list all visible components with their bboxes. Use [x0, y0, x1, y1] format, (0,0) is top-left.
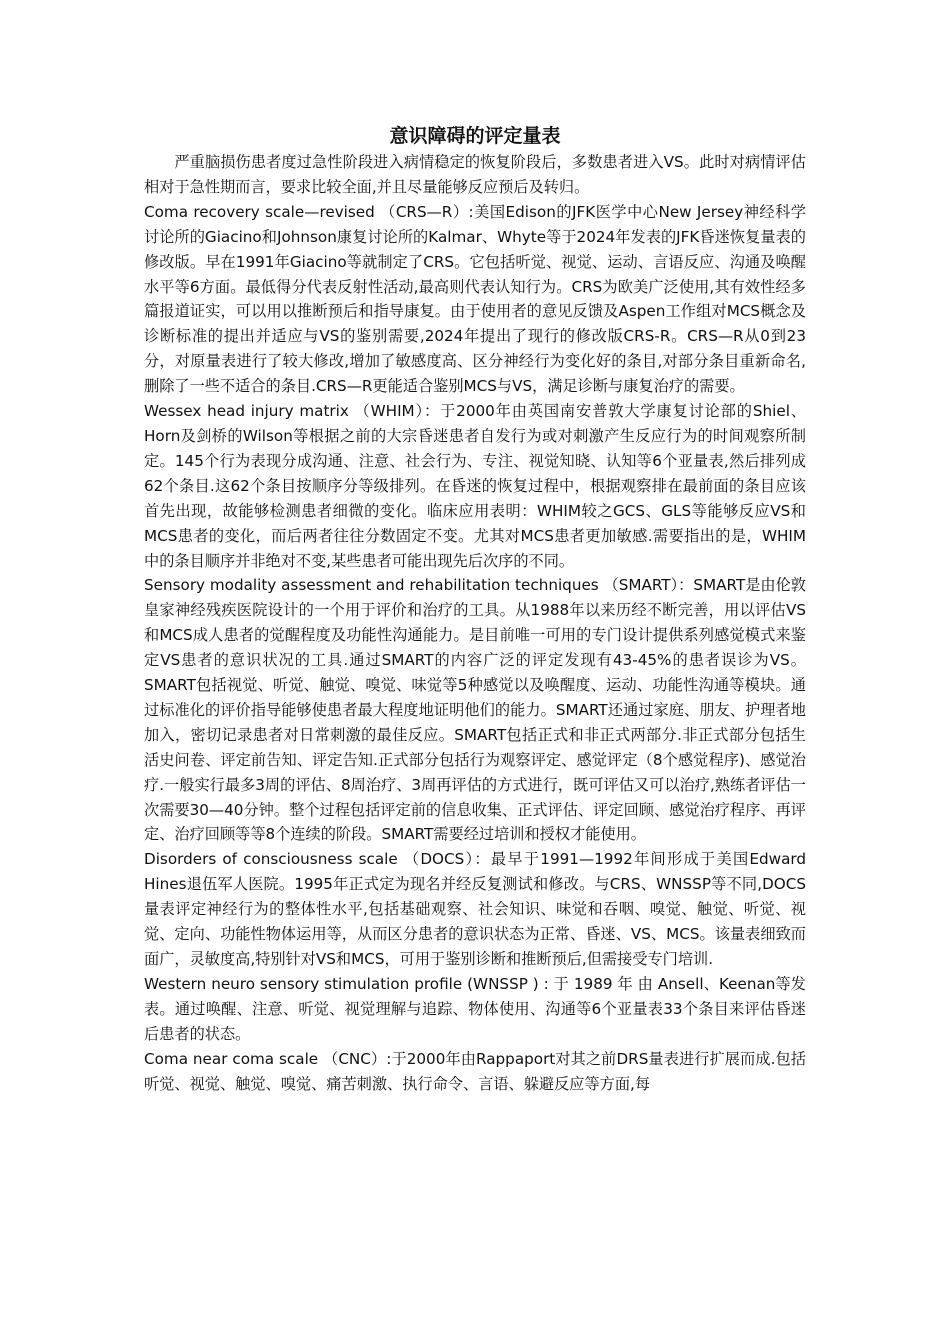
- document-title: 意识障碍的评定量表: [389, 125, 561, 147]
- cnc-paragraph: Coma near coma scale （CNC）:于2000年由Rappaport对其之前DRS量表进行扩展而成.包括听觉、视觉、触觉、嗅觉、痛苦刺激、执行命令、言语、躲避反应等方面,每: [144, 1049, 806, 1093]
- intro-paragraph: 严重脑损伤患者度过急性阶段进入病情稳定的恢复阶段后，多数患者进入VS。此时对病情评估相对于急性期而言，要求比较全面,并且尽量能够反应预后及转归。: [144, 153, 806, 196]
- document-page: [144, 122, 806, 1096]
- smart-paragraph: Sensory modality assessment and rehabilitation techniques （SMART）：SMART是由伦敦皇家神经残疾医院设计的一个用于评价和治疗的工具。从1988年以来历经不断完善，用以评估VS和MCS成人患者的觉醒程度及功能性沟通能力。是目前唯一可用的专门设计提供系列感觉模式来鉴定VS患者的意识状况的工具.通过SMART的内容广泛的评定发现有43-45%的患者误诊为VS。SMART包括视觉、听觉、触觉、嗅觉、味觉等5种感觉以及唤醒度、运动、功能性沟通等模块。通过标准化的评价指导能够使患者最大程度地证明他们的能力。SMART还通过家庭、朋友、护理者地加入，密切记录患者对日常刺激的最佳反应。SMART包括正式和非正式两部分.非正式部分包括生活史问卷、评定前告知、评定告知.正式部分包括行为观察评定、感觉评定（8个感觉程序)、感觉治疗.一般实行最多3周的评估、8周治疗、3周再评估的方式进行，既可评估又可以治疗,熟练者评估一次需要30—40分钟。整个过程包括评定前的信息收集、正式评估、评定回顾、感觉治疗程序、再评定、治疗回顾等等8个连续的阶段。SMART需要经过培训和授权才能使用。: [144, 576, 806, 844]
- crs-r-paragraph: Coma recovery scale—revised （CRS—R）:美国Edison的JFK医学中心New Jersey神经科学讨论所的Giacino和Johnson康复讨论所的Kalmar、Whyte等于2024年发表的JFK昏迷恢复量表的修改版。早在1991年Giacino等就制定了CRS。它包括听觉、视觉、运动、言语反应、沟通及唤醒水平等6方面。最低得分代表反射性活动,最高则代表认知行为。CRS为欧美广泛使用,其有效性经多篇报道证实，可以用以推断预后和指导康复。由于使用者的意见反馈及Aspen工作组对MCS概念及诊断标准的提出并适应与VS的鉴别需要,2024年提出了现行的修改版CRS-R。CRS—R从0到23分，对原量表进行了较大修改,增加了敏感度高、区分神经行为变化好的条目,对部分条目重新命名,删除了一些不适合的条目.CRS—R更能适合鉴别MCS与VS，满足诊断与康复治疗的需要。: [144, 202, 806, 396]
- whim-paragraph: Wessex head injury matrix （WHIM）：于2000年由英国南安普敦大学康复讨论部的Shiel、Horn及剑桥的Wilson等根据之前的大宗昏迷患者自发行为或对刺激产生反应行为的时间观察所制定。145个行为表现分成沟通、注意、社会行为、专注、视觉知晓、认知等6个亚量表,然后排列成62个条目.这62个条目按顺序分等级排列。在昏迷的恢复过程中，根据观察排在最前面的条目应该首先出现，故能够检测患者细微的变化。临床应用表明：WHIM较之GCS、GLS等能够反应VS和MCS患者的变化，而后两者往往分数固定不变。尤其对MCS患者更加敏感.需要指出的是，WHIM中的条目顺序并非绝对不变,某些患者可能出现先后次序的不同。: [144, 402, 806, 570]
- docs-paragraph: Disorders of consciousness scale （DOCS）：最早于1991—1992年间形成于美国Edward Hines退伍军人医院。1995年正式定为现名并经反复测试和修改。与CRS、WNSSP等不同,DOCS量表评定神经行为的整体性水平,包括基础观察、社会知识、味觉和吞咽、嗅觉、触觉、听觉、视觉、定向、功能性物体运用等，从而区分患者的意识状态为正常、昏迷、VS、MCS。该量表细致而面广，灵敏度高,特别针对VS和MCS，可用于鉴别诊断和推断预后,但需接受专门培训.: [144, 850, 806, 968]
- wnssp-paragraph: Western neuro sensory stimulation profile (WNSSP ) : 于 1989 年 由 Ansell、Keenan等发表。通过唤醒、注意、听觉、视觉理解与追踪、物体使用、沟通等6个亚量表33个条目来评估昏迷后患者的状态。: [144, 974, 806, 1043]
